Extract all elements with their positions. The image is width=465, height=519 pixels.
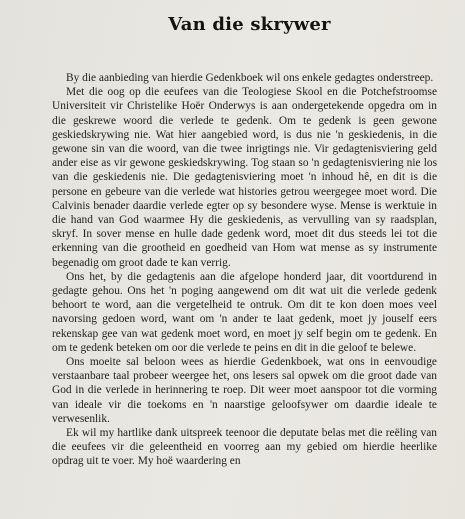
page-body <box>52 71 437 469</box>
paragraph: Ons moeite sal beloon wees as hierdie Gedenkboek, wat ons in eenvoudige verstaanbare taal probeer weergee het, ons lesers sal opwek om die groot dade van God in die verlede in herinnering te roep. Dit weer moet aanspoor tot die vorming van ideale vir die toekoms en 'n naarstige geloofsywer om daardie ideale te verwesenlik. <box>52 356 437 425</box>
paragraph: Ek wil my hartlike dank uitspreek teenoor die deputate belas met die reëling van die eeufees vir die geleentheid en voorreg aan my gebied om hierdie heerlike opdrag uit te voer. My hoë waardering en <box>52 427 437 468</box>
paragraph: By die aanbieding van hierdie Gedenkboek wil ons enkele gedagtes onderstreep. <box>66 72 434 84</box>
page-title: Van die skrywer <box>168 14 331 35</box>
paragraph: Met die oog op die eeufees van die Teologiese Skool en die Potchefstroomse Universiteit vir Christelike Hoër Onderwys is aan ondergetekende opgedra om in die geskrewe woord die verlede te gedenk. Om te gedenk is geen gewone geskiedskrywing nie. Wat hier aangebied word, is dus nie 'n geskiedenis, in die gewone sin van die woord, van die twee inrigtings nie. Vir gedagtenisviering geld ander eise as vir gewone geskiedskrywing. Tog staan so 'n gedagtenisviering nie los van die geskiedenis nie. Die gedagtenisviering moet 'n inhoud hê, en dit is die persone en gebeure van die verlede wat histories getrou weergegee moet word. Die Calvinis benader daardie verlede egter op sy besondere wyse. Mense is werktuie in die hand van God waarmee Hy die geskiedenis, as vervulling van sy raadsplan, skryf. In sover mense en hulle dade gedenk word, moet dit dus steeds lei tot die erkenning van die grootheid en goedheid van Hom wat mense as sy instrumente begenadig om groot dade te kan verrig. <box>52 86 437 269</box>
paragraph: Ons het, by die gedagtenis aan die afgelope honderd jaar, dit voortdurend in gedagte gehou. Ons het 'n poging aangewend om dit wat uit die verlede gedenk behoort te word, aan die vergetelheid te ontruk. Om dit te kon doen moes veel navorsing gedoen word, want om 'n ander te laat gedenk, moet jy jouself eers rekenskap gee van wat gedenk moet word, en moet jy self begin om te gedenk. En om te gedenk beteken om oor die verlede te peins en dit in die geloof te belewe. <box>52 270 437 354</box>
